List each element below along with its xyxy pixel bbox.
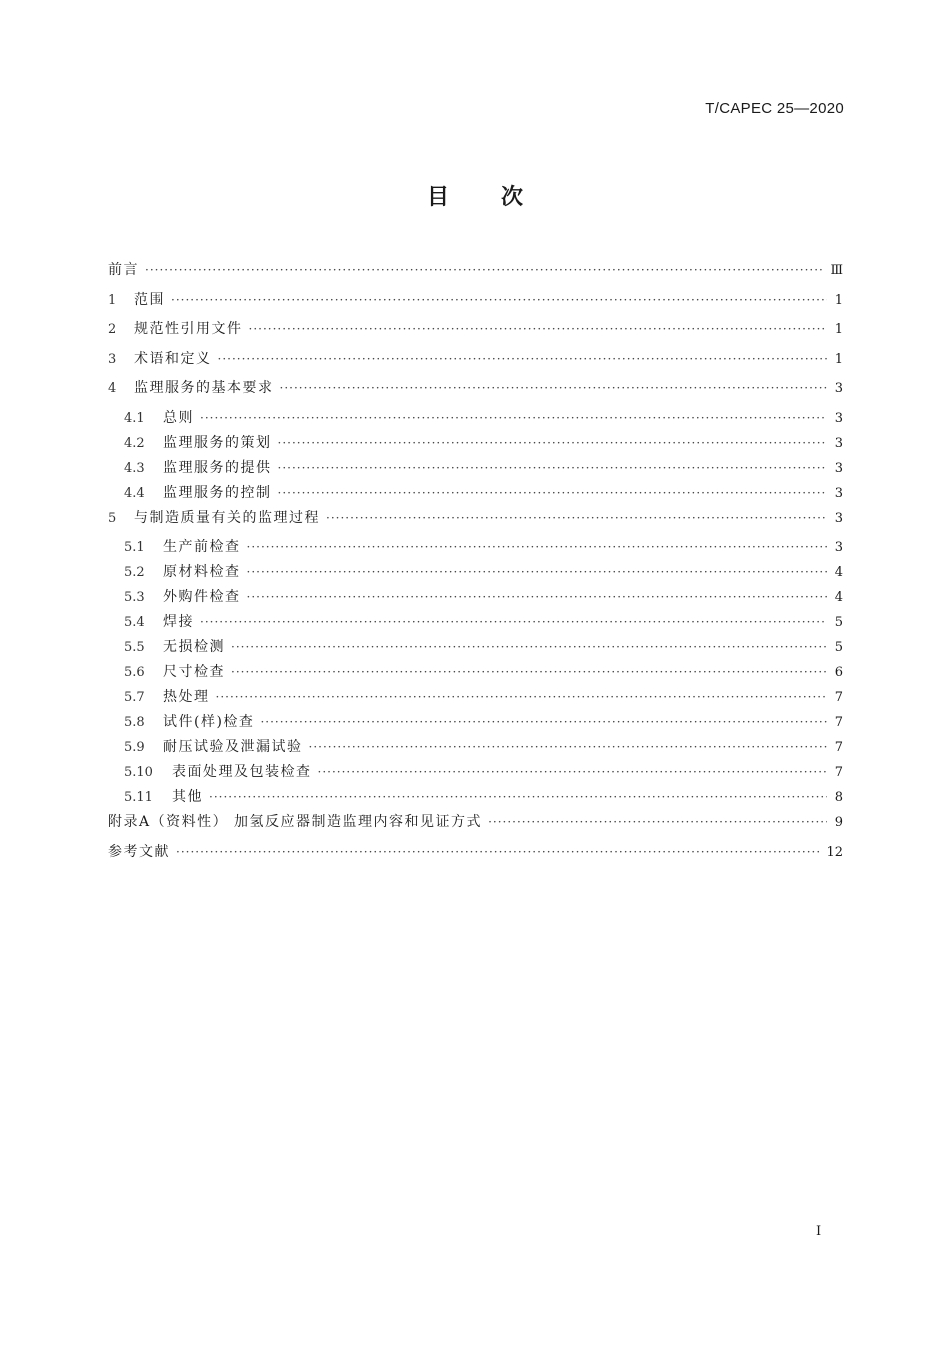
toc-entry-number: 3	[108, 351, 117, 367]
toc-entry-number: 4	[108, 381, 117, 396]
toc-entry-label: 外购件检查	[163, 589, 241, 605]
toc-entry-page: 7	[834, 715, 843, 730]
footer-page-number: Ⅰ	[816, 1224, 822, 1239]
toc-entry-number: 5.6	[124, 665, 145, 680]
toc-entry-label: 监理服务的控制	[163, 484, 272, 501]
toc-entry-page: 5	[834, 615, 843, 630]
dot-leader	[218, 352, 828, 366]
toc-entry-5-7[interactable]	[108, 686, 843, 711]
dot-leader	[247, 590, 828, 604]
toc-entry-page: 1	[834, 322, 843, 337]
dot-leader	[209, 790, 827, 804]
dot-leader	[309, 740, 828, 754]
toc-entry-label: 规范性引用文件	[134, 321, 243, 337]
toc-entry-4-2[interactable]	[108, 432, 843, 457]
toc-entry-label: 其他	[172, 789, 203, 805]
toc-entry-page: Ⅲ	[830, 263, 843, 278]
dot-leader	[260, 715, 827, 729]
toc-entry-3[interactable]	[108, 348, 843, 378]
toc-entry-5[interactable]	[108, 507, 843, 537]
toc-entry-label: 焊接	[163, 614, 194, 630]
toc-entry-page: 5	[834, 640, 843, 655]
toc-entry-4-1[interactable]	[108, 407, 843, 432]
toc-entry-number: 5.9	[124, 740, 145, 755]
toc-entry-page: 3	[834, 510, 843, 526]
toc-entry-label: 术语和定义	[134, 350, 212, 367]
toc-entry-page: 3	[834, 485, 843, 501]
dot-leader	[176, 845, 820, 859]
dot-leader	[326, 511, 827, 525]
toc-entry-page: 4	[834, 590, 843, 605]
dot-leader	[200, 411, 827, 425]
toc-entry-appendix-a[interactable]	[108, 811, 843, 841]
toc-entry-number: 1	[108, 292, 117, 308]
toc-entry-label: 试件(样)检查	[163, 714, 255, 730]
toc-entry-5-9[interactable]	[108, 736, 843, 761]
toc-entry-5-6[interactable]	[108, 661, 843, 686]
toc-entry-4-3[interactable]	[108, 457, 843, 482]
dot-leader	[278, 436, 828, 450]
page-title: 目次	[426, 185, 575, 210]
dot-leader	[171, 293, 827, 307]
toc-entry-page: 3	[834, 460, 843, 476]
toc-entry-label: 生产前检查	[163, 539, 241, 555]
toc-entry-label: 前言	[108, 262, 139, 278]
toc-entry-number: 5.2	[124, 565, 145, 580]
toc-entry-number: 4.2	[124, 435, 145, 451]
dot-leader	[200, 615, 827, 629]
toc-entry-page: 9	[834, 815, 843, 830]
dot-leader	[145, 263, 824, 277]
toc-entry-4-4[interactable]	[108, 482, 843, 507]
toc-entry-page: 7	[834, 740, 843, 755]
toc-entry-page: 3	[834, 540, 843, 555]
toc-entry-page: 3	[834, 381, 843, 396]
toc-entry-label: 监理服务的提供	[163, 459, 272, 476]
toc-entry-number: 5.10	[124, 765, 153, 780]
toc-entry-5-8[interactable]	[108, 711, 843, 736]
toc-entry-page: 1	[834, 351, 843, 367]
toc-entry-label: 原材料检查	[163, 564, 241, 580]
toc-entry-5-5[interactable]	[108, 636, 843, 661]
toc-entry-number: 5.8	[124, 715, 145, 730]
toc-entry-4[interactable]	[108, 377, 843, 407]
toc-entry-preface[interactable]	[108, 259, 843, 289]
toc-entry-2[interactable]	[108, 318, 843, 348]
toc-entry-number: 5.3	[124, 590, 145, 605]
toc-entry-number: 5	[108, 510, 117, 526]
toc-entry-number: 5.7	[124, 690, 145, 705]
dot-leader	[231, 665, 827, 679]
dot-leader	[318, 765, 828, 779]
toc-entry-page: 7	[834, 765, 843, 780]
dot-leader	[216, 690, 828, 704]
toc-entry-1[interactable]	[108, 289, 843, 319]
dot-leader	[280, 381, 828, 395]
toc-entry-number: 4.4	[124, 485, 145, 501]
dot-leader	[247, 540, 828, 554]
toc-entry-label: 热处理	[163, 689, 210, 705]
toc-entry-label: 附录A（资料性） 加氢反应器制造监理内容和见证方式	[108, 814, 483, 830]
toc-entry-label: 范围	[134, 291, 165, 308]
toc-entry-number: 4.3	[124, 460, 145, 476]
toc-entry-number: 5.1	[124, 540, 145, 555]
toc-entry-label: 尺寸检查	[163, 664, 225, 680]
toc-entry-number: 5.4	[124, 615, 145, 630]
dot-leader	[488, 815, 827, 829]
toc-entry-label: 参考文献	[108, 843, 170, 860]
toc-entry-references[interactable]	[108, 841, 843, 871]
toc-entry-label: 总则	[163, 409, 194, 426]
toc-entry-5-1[interactable]	[108, 536, 843, 561]
toc-entry-page: 3	[834, 435, 843, 451]
table-of-contents	[108, 259, 843, 870]
toc-entry-number: 4.1	[124, 410, 145, 426]
document-code: T/CAPEC 25—2020	[705, 100, 844, 117]
dot-leader	[231, 640, 827, 654]
toc-entry-5-11[interactable]	[108, 786, 843, 811]
toc-entry-5-4[interactable]	[108, 611, 843, 636]
dot-leader	[278, 461, 828, 475]
toc-entry-page: 3	[834, 410, 843, 426]
dot-leader	[249, 322, 828, 336]
toc-entry-page: 7	[834, 690, 843, 705]
toc-entry-5-10[interactable]	[108, 761, 843, 786]
toc-entry-page: 12	[826, 844, 843, 860]
dot-leader	[247, 565, 828, 579]
toc-entry-number: 5.5	[124, 640, 145, 655]
toc-entry-label: 无损检测	[163, 639, 225, 655]
toc-entry-label: 监理服务的策划	[163, 434, 272, 451]
toc-entry-page: 8	[834, 790, 843, 805]
toc-entry-label: 监理服务的基本要求	[134, 380, 274, 396]
toc-entry-number: 5.11	[124, 790, 153, 805]
toc-entry-page: 4	[834, 565, 843, 580]
toc-entry-5-2[interactable]	[108, 561, 843, 586]
toc-entry-number: 2	[108, 322, 117, 337]
toc-entry-page: 1	[834, 292, 843, 308]
toc-entry-label: 耐压试验及泄漏试验	[163, 739, 303, 755]
toc-entry-label: 与制造质量有关的监理过程	[134, 509, 320, 526]
toc-entry-page: 6	[834, 665, 843, 680]
toc-entry-5-3[interactable]	[108, 586, 843, 611]
toc-entry-label: 表面处理及包装检查	[172, 764, 312, 780]
dot-leader	[278, 486, 828, 500]
